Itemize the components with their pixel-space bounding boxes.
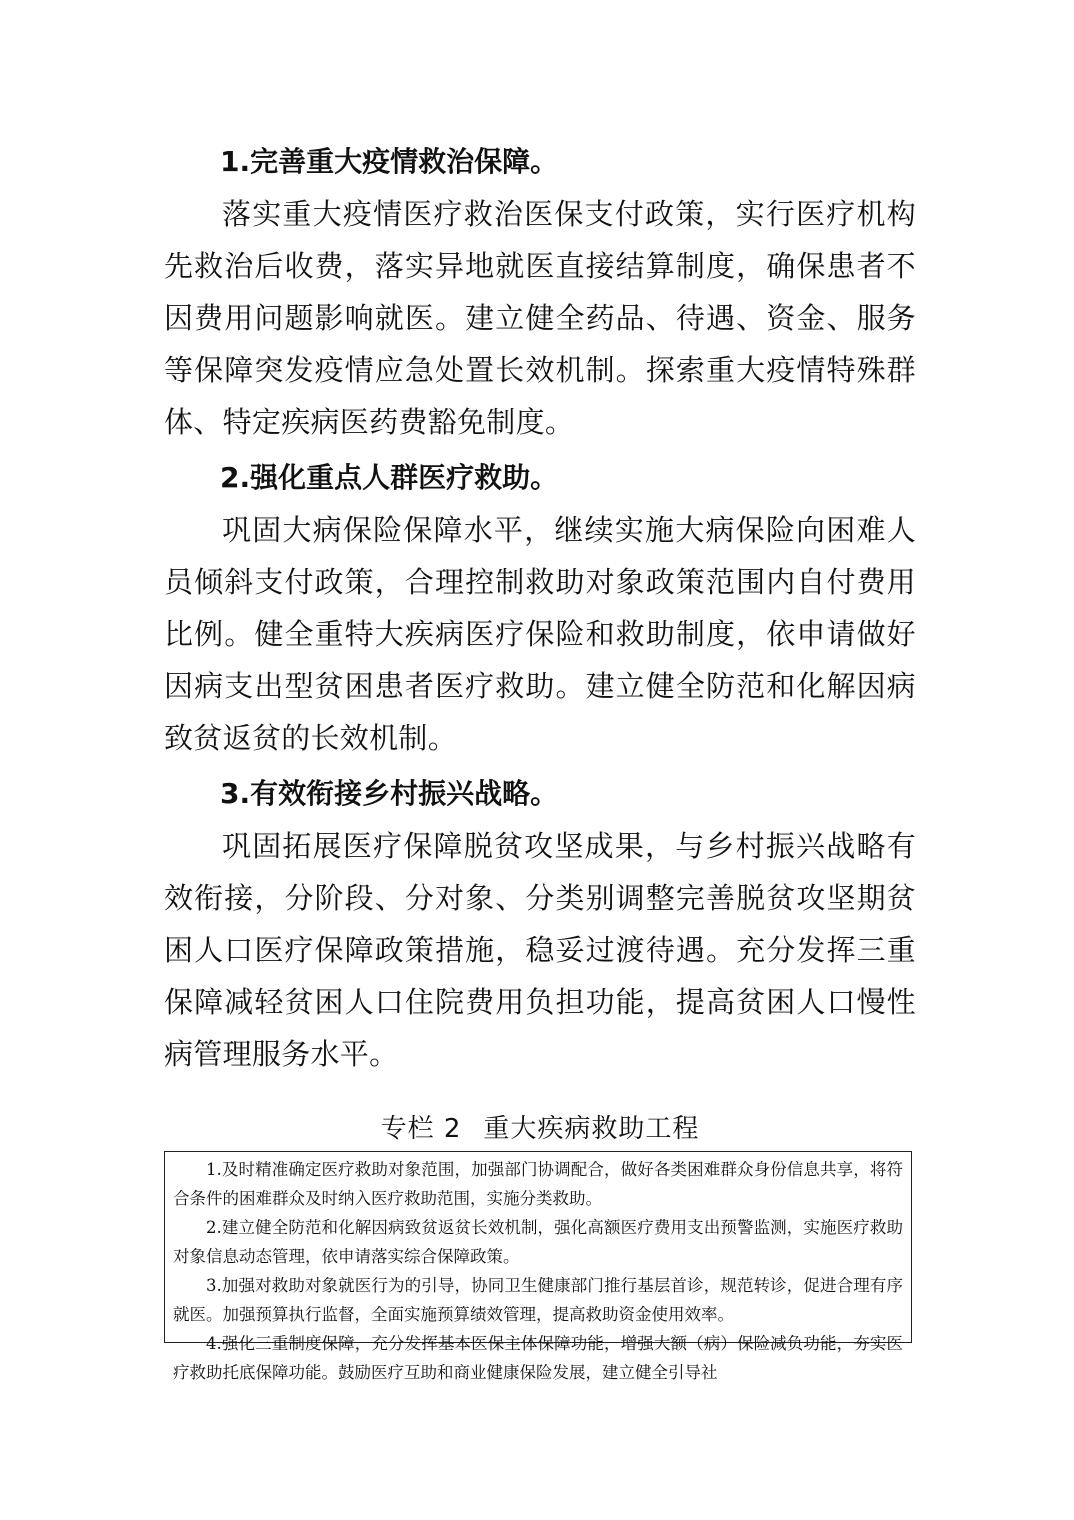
column-box-label: 专栏 2: [380, 1114, 462, 1144]
column-box-item-3: 3.加强对救助对象就医行为的引导，协同卫生健康部门推行基层首诊，规范转诊，促进合理有序就医。加强预算执行监督，全面实施预算绩效管理，提高救助资金使用效率。: [173, 1276, 903, 1324]
column-box-title: [164, 1108, 916, 1150]
section-paragraph-3: 巩固拓展医疗保障脱贫攻坚成果，与乡村振兴战略有效衔接，分阶段、分对象、分类别调整完善脱贫攻坚期贫困人口医疗保障政策措施，稳妥过渡待遇。充分发挥三重保障减轻贫困人口住院费用负担功能，提高贫困人口慢性病管理服务水平。: [164, 829, 916, 1071]
section-paragraph-1: 落实重大疫情医疗救治医保支付政策，实行医疗机构先救治后收费，落实异地就医直接结算制度，确保患者不因费用问题影响就医。建立健全药品、待遇、资金、服务等保障突发疫情应急处置长效机制。探索重大疫情特殊群体、特定疾病医药费豁免制度。: [164, 197, 916, 439]
section-heading-3: 3.有效衔接乡村振兴战略。: [220, 777, 559, 810]
column-box-item-1: 1.及时精准确定医疗救助对象范围，加强部门协调配合，做好各类困难群众身份信息共享，将符合条件的困难群众及时纳入医疗救助范围，实施分类救助。: [173, 1160, 903, 1208]
main-content: [164, 136, 916, 1084]
column-box-item-4: 4.强化三重制度保障，充分发挥基本医保主体保障功能，增强大额（病）保险减负功能，夯实医疗救助托底保障功能。鼓励医疗互助和商业健康保险发展，建立健全引导社: [173, 1334, 903, 1382]
column-box-item-2: 2.建立健全防范和化解因病致贫返贫长效机制，强化高额医疗费用支出预警监测，实施医疗救助对象信息动态管理，依申请落实综合保障政策。: [173, 1218, 903, 1266]
section-paragraph-2: 巩固大病保险保障水平，继续实施大病保险向困难人员倾斜支付政策，合理控制救助对象政策范围内自付费用比例。健全重特大疾病医疗保险和救助制度，依申请做好因病支出型贫困患者医疗救助。建立健全防范和化解因病致贫返贫的长效机制。: [164, 513, 916, 755]
column-box: [164, 1151, 912, 1382]
column-box-title-text: 重大疾病救助工程: [483, 1114, 700, 1144]
section-heading-1: 1.完善重大疫情救治保障。: [220, 145, 559, 178]
section-heading-2: 2.强化重点人群医疗救助。: [220, 461, 559, 494]
